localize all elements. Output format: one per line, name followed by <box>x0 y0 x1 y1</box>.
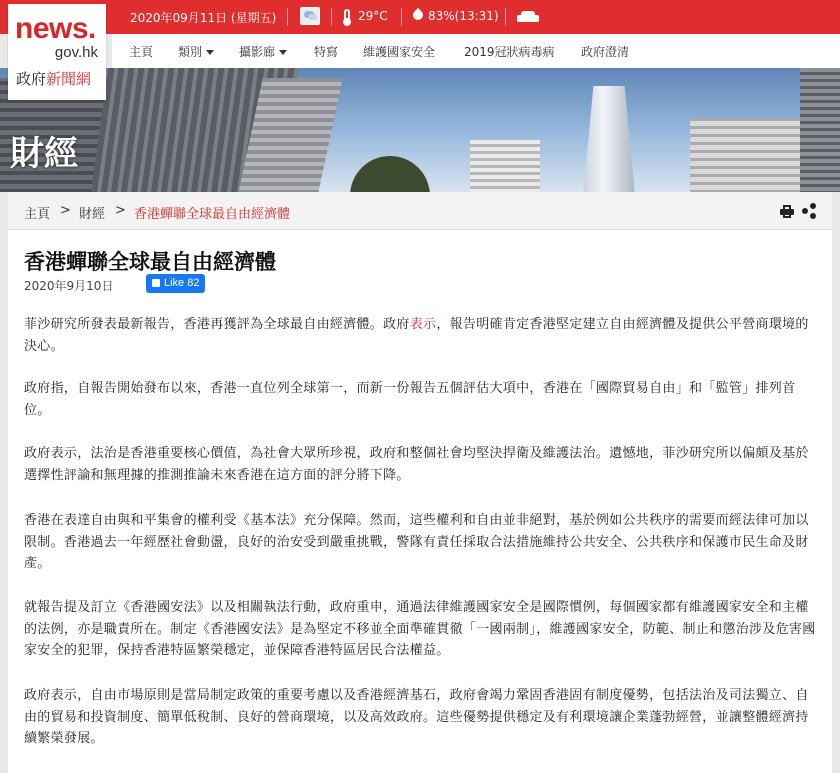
banner-building <box>690 118 800 192</box>
breadcrumb <box>8 192 832 230</box>
thumbs-up-icon <box>152 279 160 287</box>
category-banner <box>0 68 840 192</box>
article-paragraph: 政府表示，法治是香港重要核心價值，為社會大眾所珍視，政府和整個社會均堅決捍衛及維護法治。遺憾地，菲沙研究所以偏頗及基於選擇性評論和無理據的推測推論未來香港在這方面的評分將下降。 <box>24 446 809 483</box>
chevron-down-icon <box>206 50 214 55</box>
nav-item-feature[interactable]: 特寫 <box>314 45 339 59</box>
nav-item-home[interactable]: 主頁 <box>129 45 154 59</box>
nav-item-gallery[interactable] <box>239 43 287 60</box>
humidity-drop-icon <box>411 8 425 22</box>
banner-tree <box>350 156 430 192</box>
category-title: 財經 <box>10 134 78 174</box>
logo-gov-text: gov.hk <box>54 44 98 61</box>
nav-item-label: 類別 <box>178 45 203 59</box>
print-icon[interactable] <box>780 205 794 217</box>
article-title: 香港蟬聯全球最自由經濟體 <box>24 250 276 274</box>
breadcrumb-current: 香港蟬聯全球最自由經濟體 <box>134 207 291 222</box>
divider <box>331 8 332 26</box>
article-body <box>8 230 832 773</box>
logo-chinese-text: 政府新聞網 <box>16 70 92 88</box>
nav-item-label: 攝影廊 <box>239 45 276 59</box>
temperature-reading: 29°C <box>358 9 388 23</box>
traffic-car-icon[interactable] <box>517 11 539 23</box>
article-paragraph: 菲沙研究所發表最新報告，香港再獲評為全球最自由經濟體。政府表示，報告明確肯定香港堅定建立自由經濟體及提供公平營商環境的決心。 <box>24 317 809 354</box>
publish-date: 2020年9月10日 <box>24 279 114 293</box>
banner-tower <box>583 86 635 192</box>
divider <box>505 8 506 26</box>
nav-item-covid19[interactable]: 2019冠狀病毒病 <box>464 45 555 59</box>
article-paragraph: 就報告提及訂立《香港國安法》以及相關執法行動，政府重申，通過法律維護國家安全是國際慣例，每個國家都有維護國家安全和主權的法例，亦是職責所在。制定《香港國安法》是為堅定不移並全面準確貫徹「一國兩制」，維護國家安全，防範、制止和懲治涉及危害國家安全的犯罪，保持香港特區繁榮穩定，並保障香港特區居民合法權益。 <box>24 600 816 658</box>
weather-icon[interactable] <box>300 7 320 25</box>
site-logo[interactable] <box>8 4 106 100</box>
breadcrumb-section[interactable]: 財經 <box>79 207 106 222</box>
banner-building <box>470 140 540 192</box>
article-paragraph: 政府指，自報告開始發布以來，香港一直位列全球第一，而新一份報告五個評估大項中，香港在「國際貿易自由」和「監管」排列首位。 <box>24 381 796 418</box>
facebook-like-button[interactable] <box>146 274 205 293</box>
chevron-down-icon <box>279 50 287 55</box>
nav-item-clarification[interactable]: 政府澄清 <box>581 45 630 59</box>
divider <box>287 8 288 26</box>
divider <box>401 8 402 26</box>
main-nav <box>112 34 840 68</box>
top-status-bar <box>0 0 840 34</box>
share-icon[interactable] <box>802 203 816 219</box>
breadcrumb-separator: > <box>115 203 126 218</box>
article-paragraph: 政府表示，自由市場原則是當局制定政策的重要考慮以及香港經濟基石，政府會竭力鞏固香港固有制度優勢，包括法治及司法獨立、自由的貿易和投資制度、簡單低稅制、良好的營商環境，以及高效政府。這些優勢提供穩定及有利環境讓企業蓬勃經營，並讓整體經濟持續繁榮發展。 <box>24 688 809 746</box>
nav-item-category[interactable] <box>178 43 214 60</box>
like-count-label: Like 82 <box>164 277 200 289</box>
breadcrumb-home[interactable]: 主頁 <box>24 207 51 222</box>
humidity-reading: 83%(13:31) <box>428 9 499 23</box>
thermometer-icon <box>344 9 350 23</box>
press-release-link[interactable]: 表示 <box>409 317 437 332</box>
logo-news-text: news. <box>15 12 96 45</box>
banner-building <box>800 68 840 192</box>
article-paragraph: 香港在表達自由與和平集會的權利受《基本法》充分保障。然而，這些權利和自由並非絕對，基於例如公共秩序的需要而經法律可加以限制。香港過去一年經歷社會動盪，良好的治安受到嚴重挑戰，警隊有責任採取合法措施維持公共安全、公共秩序和保護市民生命及財產。 <box>24 513 809 571</box>
breadcrumb-separator: > <box>60 203 71 218</box>
current-date: 2020年09月11日 (星期五) <box>130 11 277 25</box>
nav-item-national-security[interactable]: 維護國家安全 <box>363 45 436 59</box>
